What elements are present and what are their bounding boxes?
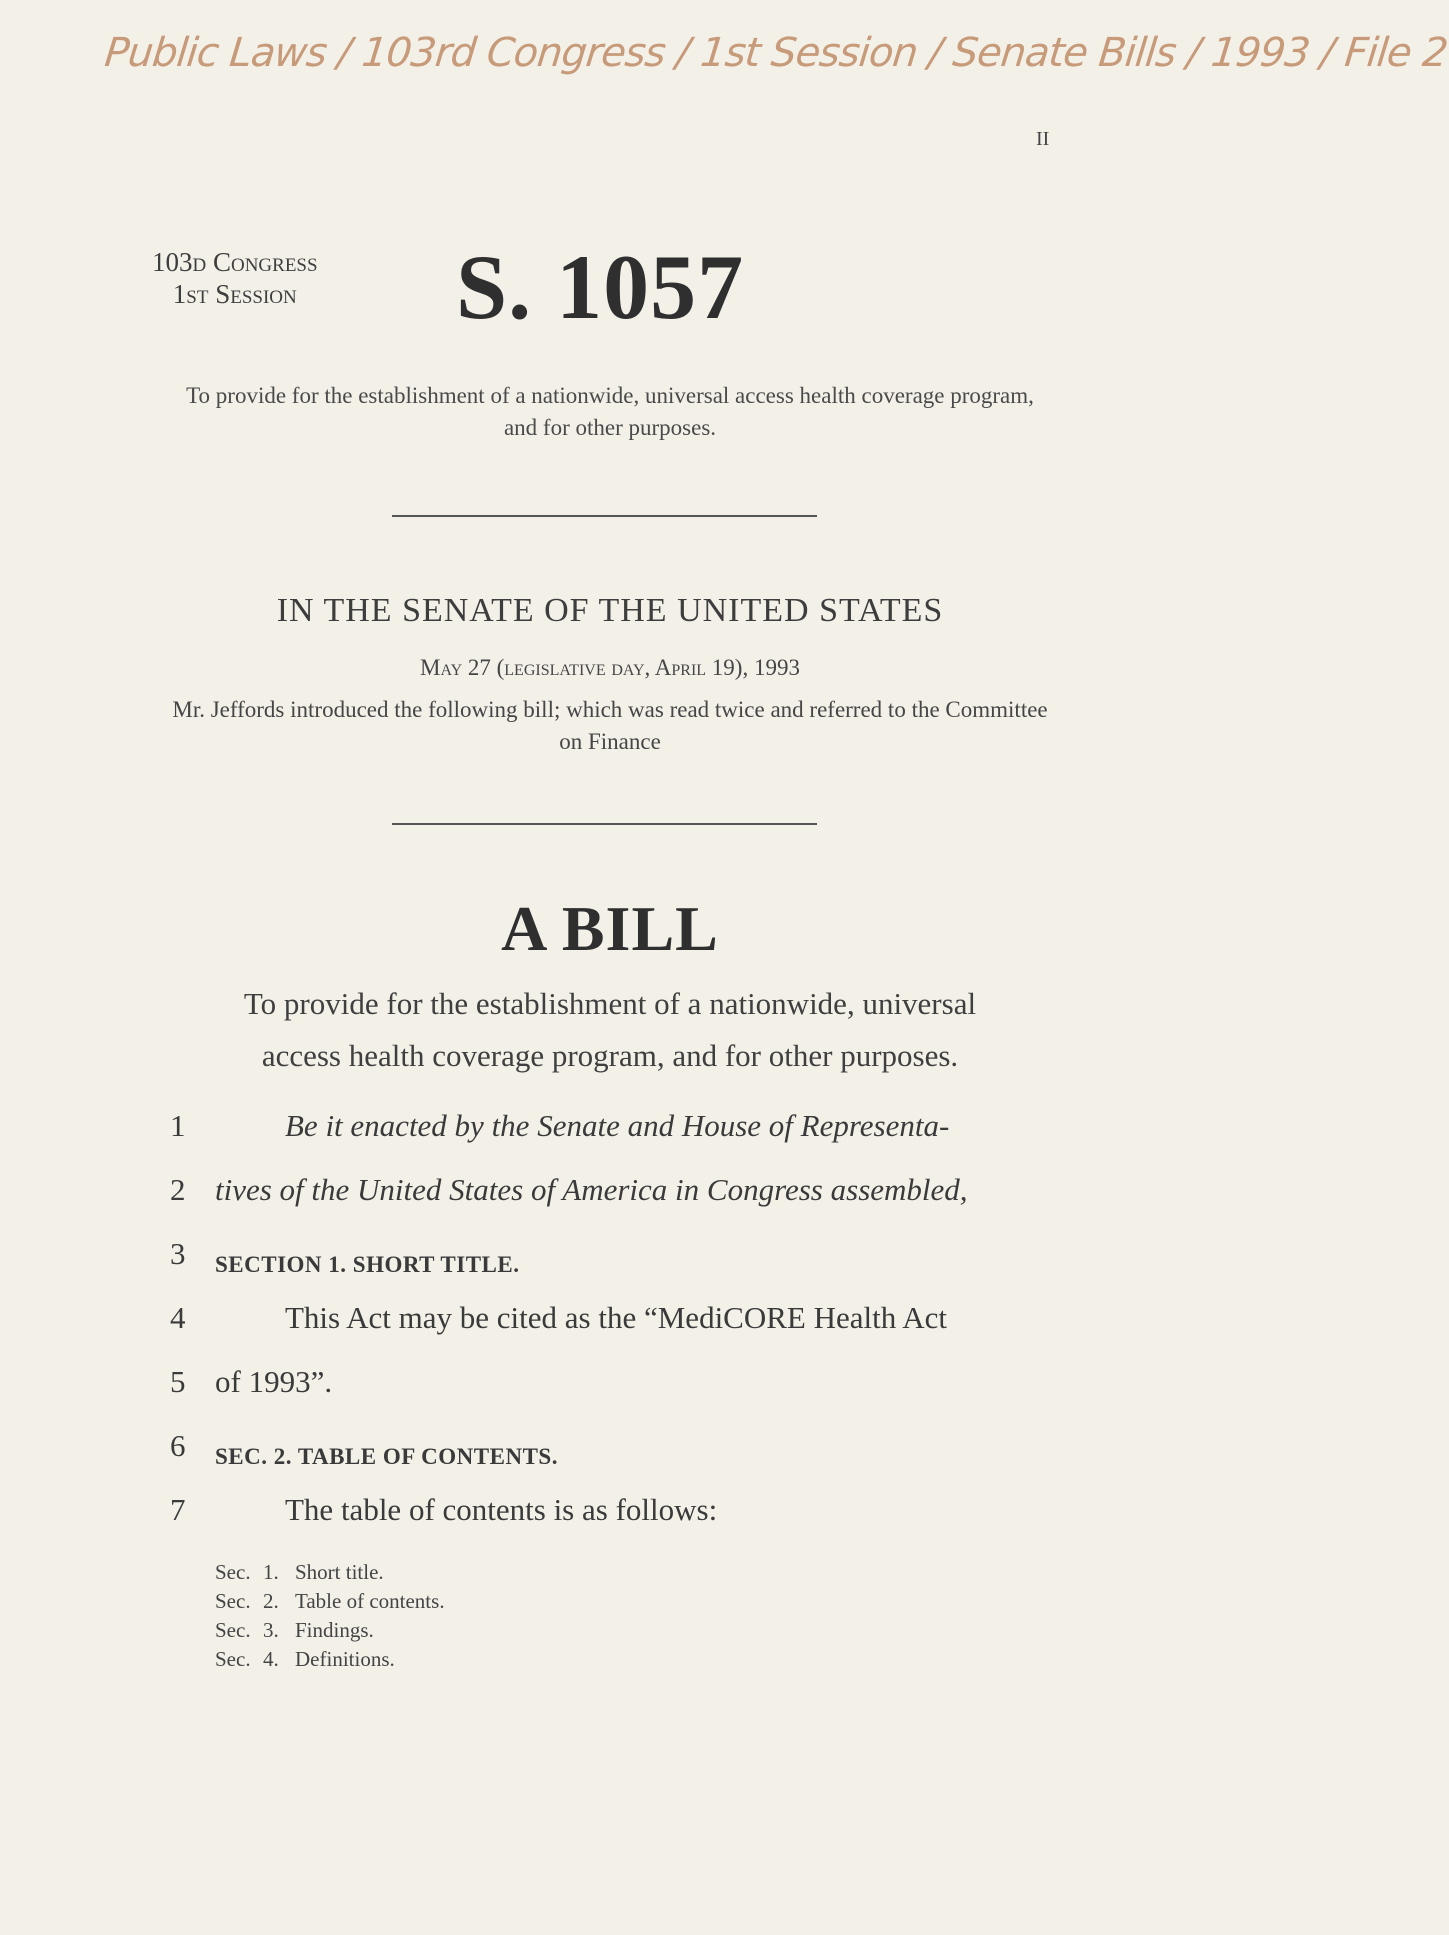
line-number: 7 — [170, 1492, 186, 1527]
senate-heading: IN THE SENATE OF THE UNITED STATES — [276, 592, 944, 629]
toc-item — [215, 1645, 445, 1674]
toc-sec-title: Short title. — [295, 1560, 384, 1584]
toc-sec-number: 3. — [263, 1618, 279, 1642]
congress-session-block — [152, 246, 318, 310]
toc-sec-number: 1. — [263, 1560, 279, 1584]
line-number: 2 — [170, 1172, 186, 1207]
divider-rule — [392, 515, 817, 517]
enacting-clause: tives of the United States of America in Congress assembled, — [215, 1172, 968, 1207]
line-number: 4 — [170, 1300, 186, 1335]
line-number: 1 — [170, 1108, 186, 1143]
table-of-contents — [215, 1558, 445, 1674]
line-number: 6 — [170, 1428, 186, 1463]
bill-line-5 — [170, 1364, 1070, 1414]
bill-purpose-line: To provide for the establishment of a nationwide, universal — [243, 986, 977, 1021]
session-line: 1st Session — [172, 279, 297, 309]
toc-sec-title: Table of contents. — [295, 1589, 445, 1613]
toc-item — [215, 1558, 445, 1587]
introduction-date: May 27 (legislative day, April 19), 1993 — [420, 655, 800, 680]
toc-sec-label: Sec. — [215, 1647, 251, 1671]
toc-sec-label: Sec. — [215, 1560, 251, 1584]
enacting-clause: Be it enacted by the Senate and House of Representa- — [285, 1108, 950, 1143]
introduction-statement: Mr. Jeffords introduced the following bill; which was read twice and referred to the Committee on Finance — [172, 697, 1048, 754]
toc-sec-label: Sec. — [215, 1589, 251, 1613]
bill-heading: A BILL — [501, 893, 719, 964]
bill-line-6 — [170, 1428, 1070, 1478]
section-heading: SEC. 2. TABLE OF CONTENTS. — [215, 1444, 558, 1469]
congress-line: 103d Congress — [152, 247, 318, 277]
bill-line-2 — [170, 1172, 1070, 1222]
section-heading: SECTION 1. SHORT TITLE. — [215, 1252, 520, 1277]
bill-line-3 — [170, 1236, 1070, 1286]
bill-purpose — [150, 978, 1070, 1082]
bill-line-4 — [170, 1300, 1070, 1350]
bill-line-1 — [170, 1108, 1070, 1158]
handwritten-file-note: Public Laws / 103rd Congress / 1st Session / Senate Bills / 1993 / File 2 — [102, 30, 1449, 76]
line-number: 5 — [170, 1364, 186, 1399]
bill-text: The table of contents is as follows: — [285, 1492, 718, 1527]
toc-sec-label: Sec. — [215, 1618, 251, 1642]
toc-sec-title: Findings. — [295, 1618, 374, 1642]
toc-item — [215, 1616, 445, 1645]
bill-text: of 1993”. — [215, 1364, 333, 1399]
toc-item — [215, 1587, 445, 1616]
line-number: 3 — [170, 1236, 186, 1271]
toc-sec-number: 4. — [263, 1647, 279, 1671]
toc-sec-title: Definitions. — [295, 1647, 395, 1671]
bill-text: This Act may be cited as the “MediCORE Health Act — [285, 1300, 948, 1335]
purpose-summary: To provide for the establishment of a nationwide, universal access health coverage program, and for other purposes. — [186, 383, 1034, 440]
toc-sec-number: 2. — [263, 1589, 279, 1613]
bill-number: S. 1057 — [456, 236, 745, 338]
bill-purpose-line: access health coverage program, and for other purposes. — [261, 1038, 959, 1073]
print-code: II — [1036, 128, 1050, 150]
divider-rule — [392, 823, 817, 825]
bill-line-7 — [170, 1492, 1070, 1542]
